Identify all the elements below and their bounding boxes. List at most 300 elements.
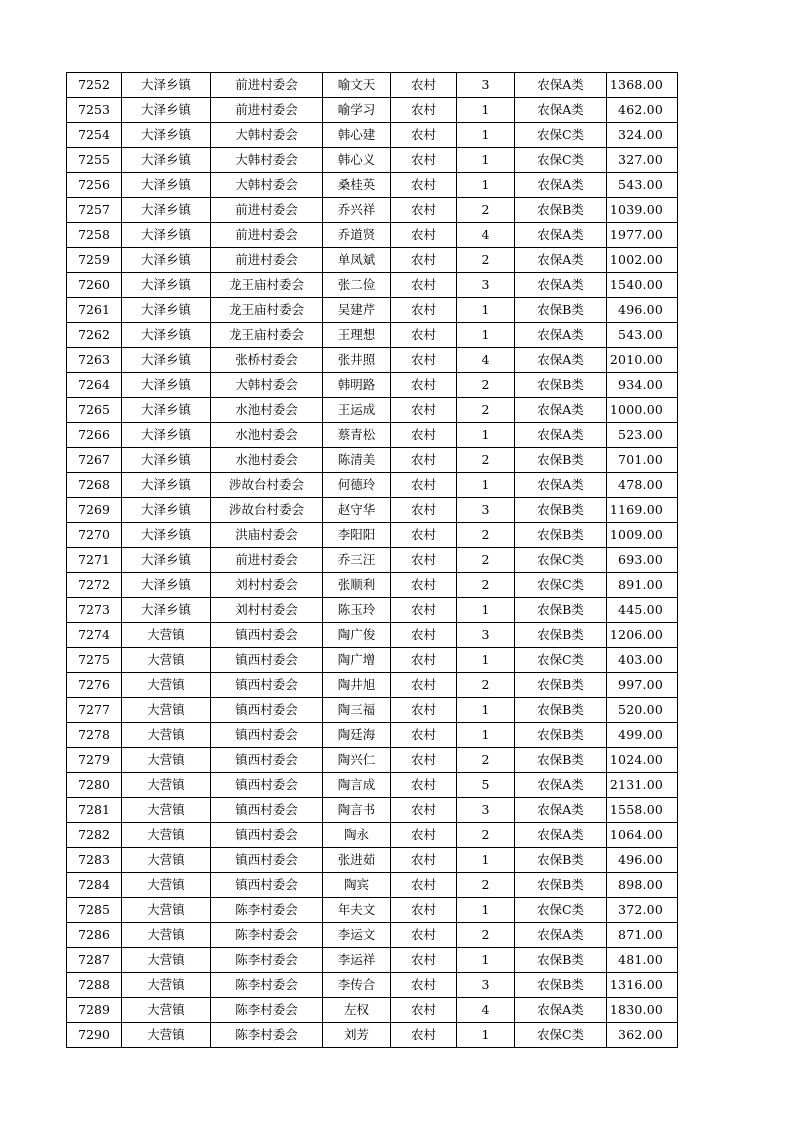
person-name-cell: 王理想: [323, 323, 391, 348]
amount-cell: 871.00: [607, 923, 678, 948]
table-row: [67, 1023, 678, 1048]
record-id: 7257: [67, 198, 122, 223]
amount-cell: 1009.00: [607, 523, 678, 548]
area-type-cell: 农村: [391, 348, 457, 373]
household-count-cell: 1: [457, 123, 515, 148]
record-id: 7283: [67, 848, 122, 873]
area-type-cell: 农村: [391, 98, 457, 123]
area-type-cell: 农村: [391, 373, 457, 398]
area-type-cell: 农村: [391, 223, 457, 248]
records-body: [67, 73, 678, 1048]
table-row: [67, 923, 678, 948]
town-cell: 大营镇: [122, 998, 211, 1023]
table-row: [67, 698, 678, 723]
area-type-cell: 农村: [391, 898, 457, 923]
town-cell: 大泽乡镇: [122, 123, 211, 148]
insurance-class-cell: 农保B类: [515, 498, 607, 523]
insurance-class-cell: 农保A类: [515, 223, 607, 248]
insurance-class-cell: 农保A类: [515, 273, 607, 298]
insurance-class-cell: 农保A类: [515, 998, 607, 1023]
insurance-class-cell: 农保B类: [515, 748, 607, 773]
area-type-cell: 农村: [391, 1023, 457, 1048]
insurance-class-cell: 农保C类: [515, 573, 607, 598]
village-committee-cell: 涉故台村委会: [211, 473, 323, 498]
area-type-cell: 农村: [391, 248, 457, 273]
insurance-class-cell: 农保B类: [515, 373, 607, 398]
village-committee-cell: 镇西村委会: [211, 673, 323, 698]
amount-cell: 2131.00: [607, 773, 678, 798]
table-row: [67, 823, 678, 848]
household-count-cell: 1: [457, 423, 515, 448]
area-type-cell: 农村: [391, 173, 457, 198]
area-type-cell: 农村: [391, 998, 457, 1023]
amount-cell: 701.00: [607, 448, 678, 473]
table-row: [67, 473, 678, 498]
insurance-class-cell: 农保B类: [515, 848, 607, 873]
insurance-class-cell: 农保C类: [515, 898, 607, 923]
household-count-cell: 1: [457, 898, 515, 923]
insurance-class-cell: 农保B类: [515, 448, 607, 473]
area-type-cell: 农村: [391, 923, 457, 948]
household-count-cell: 1: [457, 848, 515, 873]
record-id: 7281: [67, 798, 122, 823]
insurance-class-cell: 农保C类: [515, 148, 607, 173]
person-name-cell: 李阳阳: [323, 523, 391, 548]
record-id: 7270: [67, 523, 122, 548]
insurance-class-cell: 农保B类: [515, 673, 607, 698]
village-committee-cell: 前进村委会: [211, 73, 323, 98]
amount-cell: 1064.00: [607, 823, 678, 848]
table-row: [67, 648, 678, 673]
town-cell: 大泽乡镇: [122, 148, 211, 173]
household-count-cell: 1: [457, 148, 515, 173]
household-count-cell: 3: [457, 973, 515, 998]
table-row: [67, 73, 678, 98]
insurance-class-cell: 农保A类: [515, 173, 607, 198]
record-id: 7275: [67, 648, 122, 673]
household-count-cell: 1: [457, 98, 515, 123]
area-type-cell: 农村: [391, 473, 457, 498]
town-cell: 大泽乡镇: [122, 473, 211, 498]
village-committee-cell: 镇西村委会: [211, 873, 323, 898]
village-committee-cell: 龙王庙村委会: [211, 298, 323, 323]
area-type-cell: 农村: [391, 448, 457, 473]
table-row: [67, 198, 678, 223]
household-count-cell: 3: [457, 498, 515, 523]
person-name-cell: 陶兴仁: [323, 748, 391, 773]
person-name-cell: 陶廷海: [323, 723, 391, 748]
village-committee-cell: 陈李村委会: [211, 923, 323, 948]
area-type-cell: 农村: [391, 73, 457, 98]
table-row: [67, 298, 678, 323]
village-committee-cell: 镇西村委会: [211, 723, 323, 748]
town-cell: 大营镇: [122, 973, 211, 998]
table-row: [67, 273, 678, 298]
table-row: [67, 598, 678, 623]
person-name-cell: 喻文天: [323, 73, 391, 98]
household-count-cell: 3: [457, 798, 515, 823]
person-name-cell: 韩明路: [323, 373, 391, 398]
insurance-class-cell: 农保B类: [515, 948, 607, 973]
person-name-cell: 张进茹: [323, 848, 391, 873]
village-committee-cell: 陈李村委会: [211, 973, 323, 998]
record-id: 7254: [67, 123, 122, 148]
person-name-cell: 李运祥: [323, 948, 391, 973]
village-committee-cell: 大韩村委会: [211, 173, 323, 198]
person-name-cell: 单凤斌: [323, 248, 391, 273]
record-id: 7256: [67, 173, 122, 198]
person-name-cell: 张顺利: [323, 573, 391, 598]
table-row: [67, 948, 678, 973]
area-type-cell: 农村: [391, 573, 457, 598]
table-row: [67, 173, 678, 198]
village-committee-cell: 陈李村委会: [211, 998, 323, 1023]
insurance-class-cell: 农保C类: [515, 123, 607, 148]
town-cell: 大营镇: [122, 798, 211, 823]
person-name-cell: 陶广增: [323, 648, 391, 673]
person-name-cell: 李运文: [323, 923, 391, 948]
village-committee-cell: 龙王庙村委会: [211, 323, 323, 348]
table-row: [67, 773, 678, 798]
household-count-cell: 3: [457, 273, 515, 298]
town-cell: 大泽乡镇: [122, 373, 211, 398]
record-id: 7282: [67, 823, 122, 848]
record-id: 7276: [67, 673, 122, 698]
town-cell: 大泽乡镇: [122, 498, 211, 523]
record-id: 7284: [67, 873, 122, 898]
area-type-cell: 农村: [391, 673, 457, 698]
record-id: 7279: [67, 748, 122, 773]
area-type-cell: 农村: [391, 748, 457, 773]
insurance-class-cell: 农保A类: [515, 923, 607, 948]
household-count-cell: 4: [457, 348, 515, 373]
town-cell: 大营镇: [122, 698, 211, 723]
area-type-cell: 农村: [391, 873, 457, 898]
table-row: [67, 123, 678, 148]
person-name-cell: 喻学习: [323, 98, 391, 123]
village-committee-cell: 大韩村委会: [211, 123, 323, 148]
household-count-cell: 4: [457, 223, 515, 248]
record-id: 7258: [67, 223, 122, 248]
insurance-class-cell: 农保B类: [515, 873, 607, 898]
record-id: 7285: [67, 898, 122, 923]
amount-cell: 520.00: [607, 698, 678, 723]
insurance-class-cell: 农保A类: [515, 473, 607, 498]
amount-cell: 2010.00: [607, 348, 678, 373]
amount-cell: 362.00: [607, 1023, 678, 1048]
record-id: 7253: [67, 98, 122, 123]
amount-cell: 1368.00: [607, 73, 678, 98]
village-committee-cell: 前进村委会: [211, 223, 323, 248]
table-row: [67, 573, 678, 598]
person-name-cell: 陶广俊: [323, 623, 391, 648]
area-type-cell: 农村: [391, 598, 457, 623]
town-cell: 大泽乡镇: [122, 573, 211, 598]
person-name-cell: 陈清美: [323, 448, 391, 473]
town-cell: 大营镇: [122, 723, 211, 748]
record-id: 7289: [67, 998, 122, 1023]
amount-cell: 1169.00: [607, 498, 678, 523]
household-count-cell: 2: [457, 823, 515, 848]
person-name-cell: 王运成: [323, 398, 391, 423]
amount-cell: 1024.00: [607, 748, 678, 773]
person-name-cell: 赵守华: [323, 498, 391, 523]
amount-cell: 496.00: [607, 298, 678, 323]
amount-cell: 1039.00: [607, 198, 678, 223]
insurance-class-cell: 农保A类: [515, 773, 607, 798]
table-row: [67, 548, 678, 573]
insurance-class-cell: 农保B类: [515, 523, 607, 548]
table-row: [67, 523, 678, 548]
village-committee-cell: 镇西村委会: [211, 823, 323, 848]
village-committee-cell: 前进村委会: [211, 548, 323, 573]
amount-cell: 1002.00: [607, 248, 678, 273]
village-committee-cell: 镇西村委会: [211, 748, 323, 773]
household-count-cell: 2: [457, 548, 515, 573]
record-id: 7268: [67, 473, 122, 498]
record-id: 7287: [67, 948, 122, 973]
insurance-class-cell: 农保A类: [515, 248, 607, 273]
insurance-class-cell: 农保A类: [515, 398, 607, 423]
area-type-cell: 农村: [391, 973, 457, 998]
insurance-class-cell: 农保B类: [515, 698, 607, 723]
town-cell: 大泽乡镇: [122, 323, 211, 348]
area-type-cell: 农村: [391, 773, 457, 798]
town-cell: 大营镇: [122, 673, 211, 698]
area-type-cell: 农村: [391, 723, 457, 748]
village-committee-cell: 镇西村委会: [211, 648, 323, 673]
amount-cell: 898.00: [607, 873, 678, 898]
household-count-cell: 5: [457, 773, 515, 798]
table-row: [67, 348, 678, 373]
person-name-cell: 刘芳: [323, 1023, 391, 1048]
village-committee-cell: 镇西村委会: [211, 773, 323, 798]
insurance-class-cell: 农保B类: [515, 298, 607, 323]
village-committee-cell: 镇西村委会: [211, 623, 323, 648]
area-type-cell: 农村: [391, 848, 457, 873]
area-type-cell: 农村: [391, 198, 457, 223]
village-committee-cell: 陈李村委会: [211, 1023, 323, 1048]
table-row: [67, 398, 678, 423]
amount-cell: 499.00: [607, 723, 678, 748]
town-cell: 大泽乡镇: [122, 198, 211, 223]
village-committee-cell: 前进村委会: [211, 98, 323, 123]
record-id: 7280: [67, 773, 122, 798]
table-row: [67, 373, 678, 398]
household-count-cell: 2: [457, 198, 515, 223]
insurance-class-cell: 农保B类: [515, 598, 607, 623]
record-id: 7278: [67, 723, 122, 748]
record-id: 7266: [67, 423, 122, 448]
table-row: [67, 723, 678, 748]
household-count-cell: 2: [457, 523, 515, 548]
household-count-cell: 1: [457, 173, 515, 198]
area-type-cell: 农村: [391, 398, 457, 423]
amount-cell: 543.00: [607, 173, 678, 198]
town-cell: 大营镇: [122, 623, 211, 648]
village-committee-cell: 龙王庙村委会: [211, 273, 323, 298]
amount-cell: 1830.00: [607, 998, 678, 1023]
town-cell: 大营镇: [122, 823, 211, 848]
record-id: 7265: [67, 398, 122, 423]
person-name-cell: 陶宾: [323, 873, 391, 898]
village-committee-cell: 陈李村委会: [211, 898, 323, 923]
town-cell: 大营镇: [122, 948, 211, 973]
amount-cell: 891.00: [607, 573, 678, 598]
household-count-cell: 1: [457, 1023, 515, 1048]
insurance-class-cell: 农保A类: [515, 348, 607, 373]
table-row: [67, 873, 678, 898]
person-name-cell: 左权: [323, 998, 391, 1023]
town-cell: 大泽乡镇: [122, 273, 211, 298]
person-name-cell: 桑桂英: [323, 173, 391, 198]
person-name-cell: 张二俭: [323, 273, 391, 298]
village-committee-cell: 镇西村委会: [211, 798, 323, 823]
record-id: 7271: [67, 548, 122, 573]
amount-cell: 462.00: [607, 98, 678, 123]
village-committee-cell: 陈李村委会: [211, 948, 323, 973]
amount-cell: 496.00: [607, 848, 678, 873]
town-cell: 大营镇: [122, 1023, 211, 1048]
table-row: [67, 323, 678, 348]
village-committee-cell: 张桥村委会: [211, 348, 323, 373]
record-id: 7262: [67, 323, 122, 348]
person-name-cell: 吴建芹: [323, 298, 391, 323]
amount-cell: 1000.00: [607, 398, 678, 423]
household-count-cell: 2: [457, 923, 515, 948]
village-committee-cell: 前进村委会: [211, 248, 323, 273]
amount-cell: 1558.00: [607, 798, 678, 823]
insurance-class-cell: 农保B类: [515, 973, 607, 998]
amount-cell: 1540.00: [607, 273, 678, 298]
person-name-cell: 韩心建: [323, 123, 391, 148]
town-cell: 大泽乡镇: [122, 298, 211, 323]
household-count-cell: 2: [457, 873, 515, 898]
household-count-cell: 1: [457, 723, 515, 748]
town-cell: 大泽乡镇: [122, 348, 211, 373]
village-committee-cell: 镇西村委会: [211, 698, 323, 723]
area-type-cell: 农村: [391, 273, 457, 298]
area-type-cell: 农村: [391, 498, 457, 523]
area-type-cell: 农村: [391, 523, 457, 548]
area-type-cell: 农村: [391, 623, 457, 648]
record-id: 7267: [67, 448, 122, 473]
amount-cell: 997.00: [607, 673, 678, 698]
amount-cell: 403.00: [607, 648, 678, 673]
person-name-cell: 张井照: [323, 348, 391, 373]
amount-cell: 693.00: [607, 548, 678, 573]
insurance-class-cell: 农保A类: [515, 323, 607, 348]
amount-cell: 543.00: [607, 323, 678, 348]
record-id: 7259: [67, 248, 122, 273]
village-committee-cell: 镇西村委会: [211, 848, 323, 873]
person-name-cell: 何德玲: [323, 473, 391, 498]
insurance-class-cell: 农保B类: [515, 198, 607, 223]
insurance-class-cell: 农保A类: [515, 798, 607, 823]
town-cell: 大泽乡镇: [122, 423, 211, 448]
village-committee-cell: 大韩村委会: [211, 148, 323, 173]
town-cell: 大营镇: [122, 923, 211, 948]
town-cell: 大泽乡镇: [122, 398, 211, 423]
person-name-cell: 陈玉玲: [323, 598, 391, 623]
area-type-cell: 农村: [391, 648, 457, 673]
household-count-cell: 1: [457, 648, 515, 673]
records-table: [66, 72, 678, 1048]
record-id: 7264: [67, 373, 122, 398]
insurance-class-cell: 农保A类: [515, 73, 607, 98]
amount-cell: 327.00: [607, 148, 678, 173]
town-cell: 大泽乡镇: [122, 248, 211, 273]
village-committee-cell: 水池村委会: [211, 448, 323, 473]
village-committee-cell: 水池村委会: [211, 423, 323, 448]
person-name-cell: 乔道贤: [323, 223, 391, 248]
record-id: 7263: [67, 348, 122, 373]
household-count-cell: 2: [457, 673, 515, 698]
area-type-cell: 农村: [391, 548, 457, 573]
table-row: [67, 998, 678, 1023]
amount-cell: 934.00: [607, 373, 678, 398]
town-cell: 大营镇: [122, 898, 211, 923]
table-row: [67, 848, 678, 873]
insurance-class-cell: 农保C类: [515, 648, 607, 673]
record-id: 7260: [67, 273, 122, 298]
amount-cell: 445.00: [607, 598, 678, 623]
area-type-cell: 农村: [391, 298, 457, 323]
person-name-cell: 陶三福: [323, 698, 391, 723]
household-count-cell: 2: [457, 748, 515, 773]
town-cell: 大泽乡镇: [122, 98, 211, 123]
area-type-cell: 农村: [391, 823, 457, 848]
town-cell: 大泽乡镇: [122, 523, 211, 548]
record-id: 7273: [67, 598, 122, 623]
area-type-cell: 农村: [391, 123, 457, 148]
village-committee-cell: 大韩村委会: [211, 373, 323, 398]
amount-cell: 372.00: [607, 898, 678, 923]
amount-cell: 1206.00: [607, 623, 678, 648]
record-id: 7288: [67, 973, 122, 998]
table-row: [67, 973, 678, 998]
amount-cell: 481.00: [607, 948, 678, 973]
table-row: [67, 98, 678, 123]
town-cell: 大营镇: [122, 848, 211, 873]
record-id: 7286: [67, 923, 122, 948]
household-count-cell: 2: [457, 448, 515, 473]
town-cell: 大营镇: [122, 748, 211, 773]
area-type-cell: 农村: [391, 798, 457, 823]
town-cell: 大泽乡镇: [122, 548, 211, 573]
insurance-class-cell: 农保C类: [515, 1023, 607, 1048]
household-count-cell: 1: [457, 298, 515, 323]
household-count-cell: 1: [457, 698, 515, 723]
town-cell: 大营镇: [122, 648, 211, 673]
record-id: 7252: [67, 73, 122, 98]
amount-cell: 1977.00: [607, 223, 678, 248]
table-row: [67, 148, 678, 173]
person-name-cell: 韩心义: [323, 148, 391, 173]
amount-cell: 523.00: [607, 423, 678, 448]
household-count-cell: 1: [457, 473, 515, 498]
insurance-class-cell: 农保B类: [515, 723, 607, 748]
table-row: [67, 673, 678, 698]
person-name-cell: 蔡青松: [323, 423, 391, 448]
household-count-cell: 2: [457, 573, 515, 598]
insurance-class-cell: 农保A类: [515, 98, 607, 123]
person-name-cell: 陶言成: [323, 773, 391, 798]
record-id: 7272: [67, 573, 122, 598]
village-committee-cell: 前进村委会: [211, 198, 323, 223]
table-row: [67, 623, 678, 648]
household-count-cell: 3: [457, 623, 515, 648]
